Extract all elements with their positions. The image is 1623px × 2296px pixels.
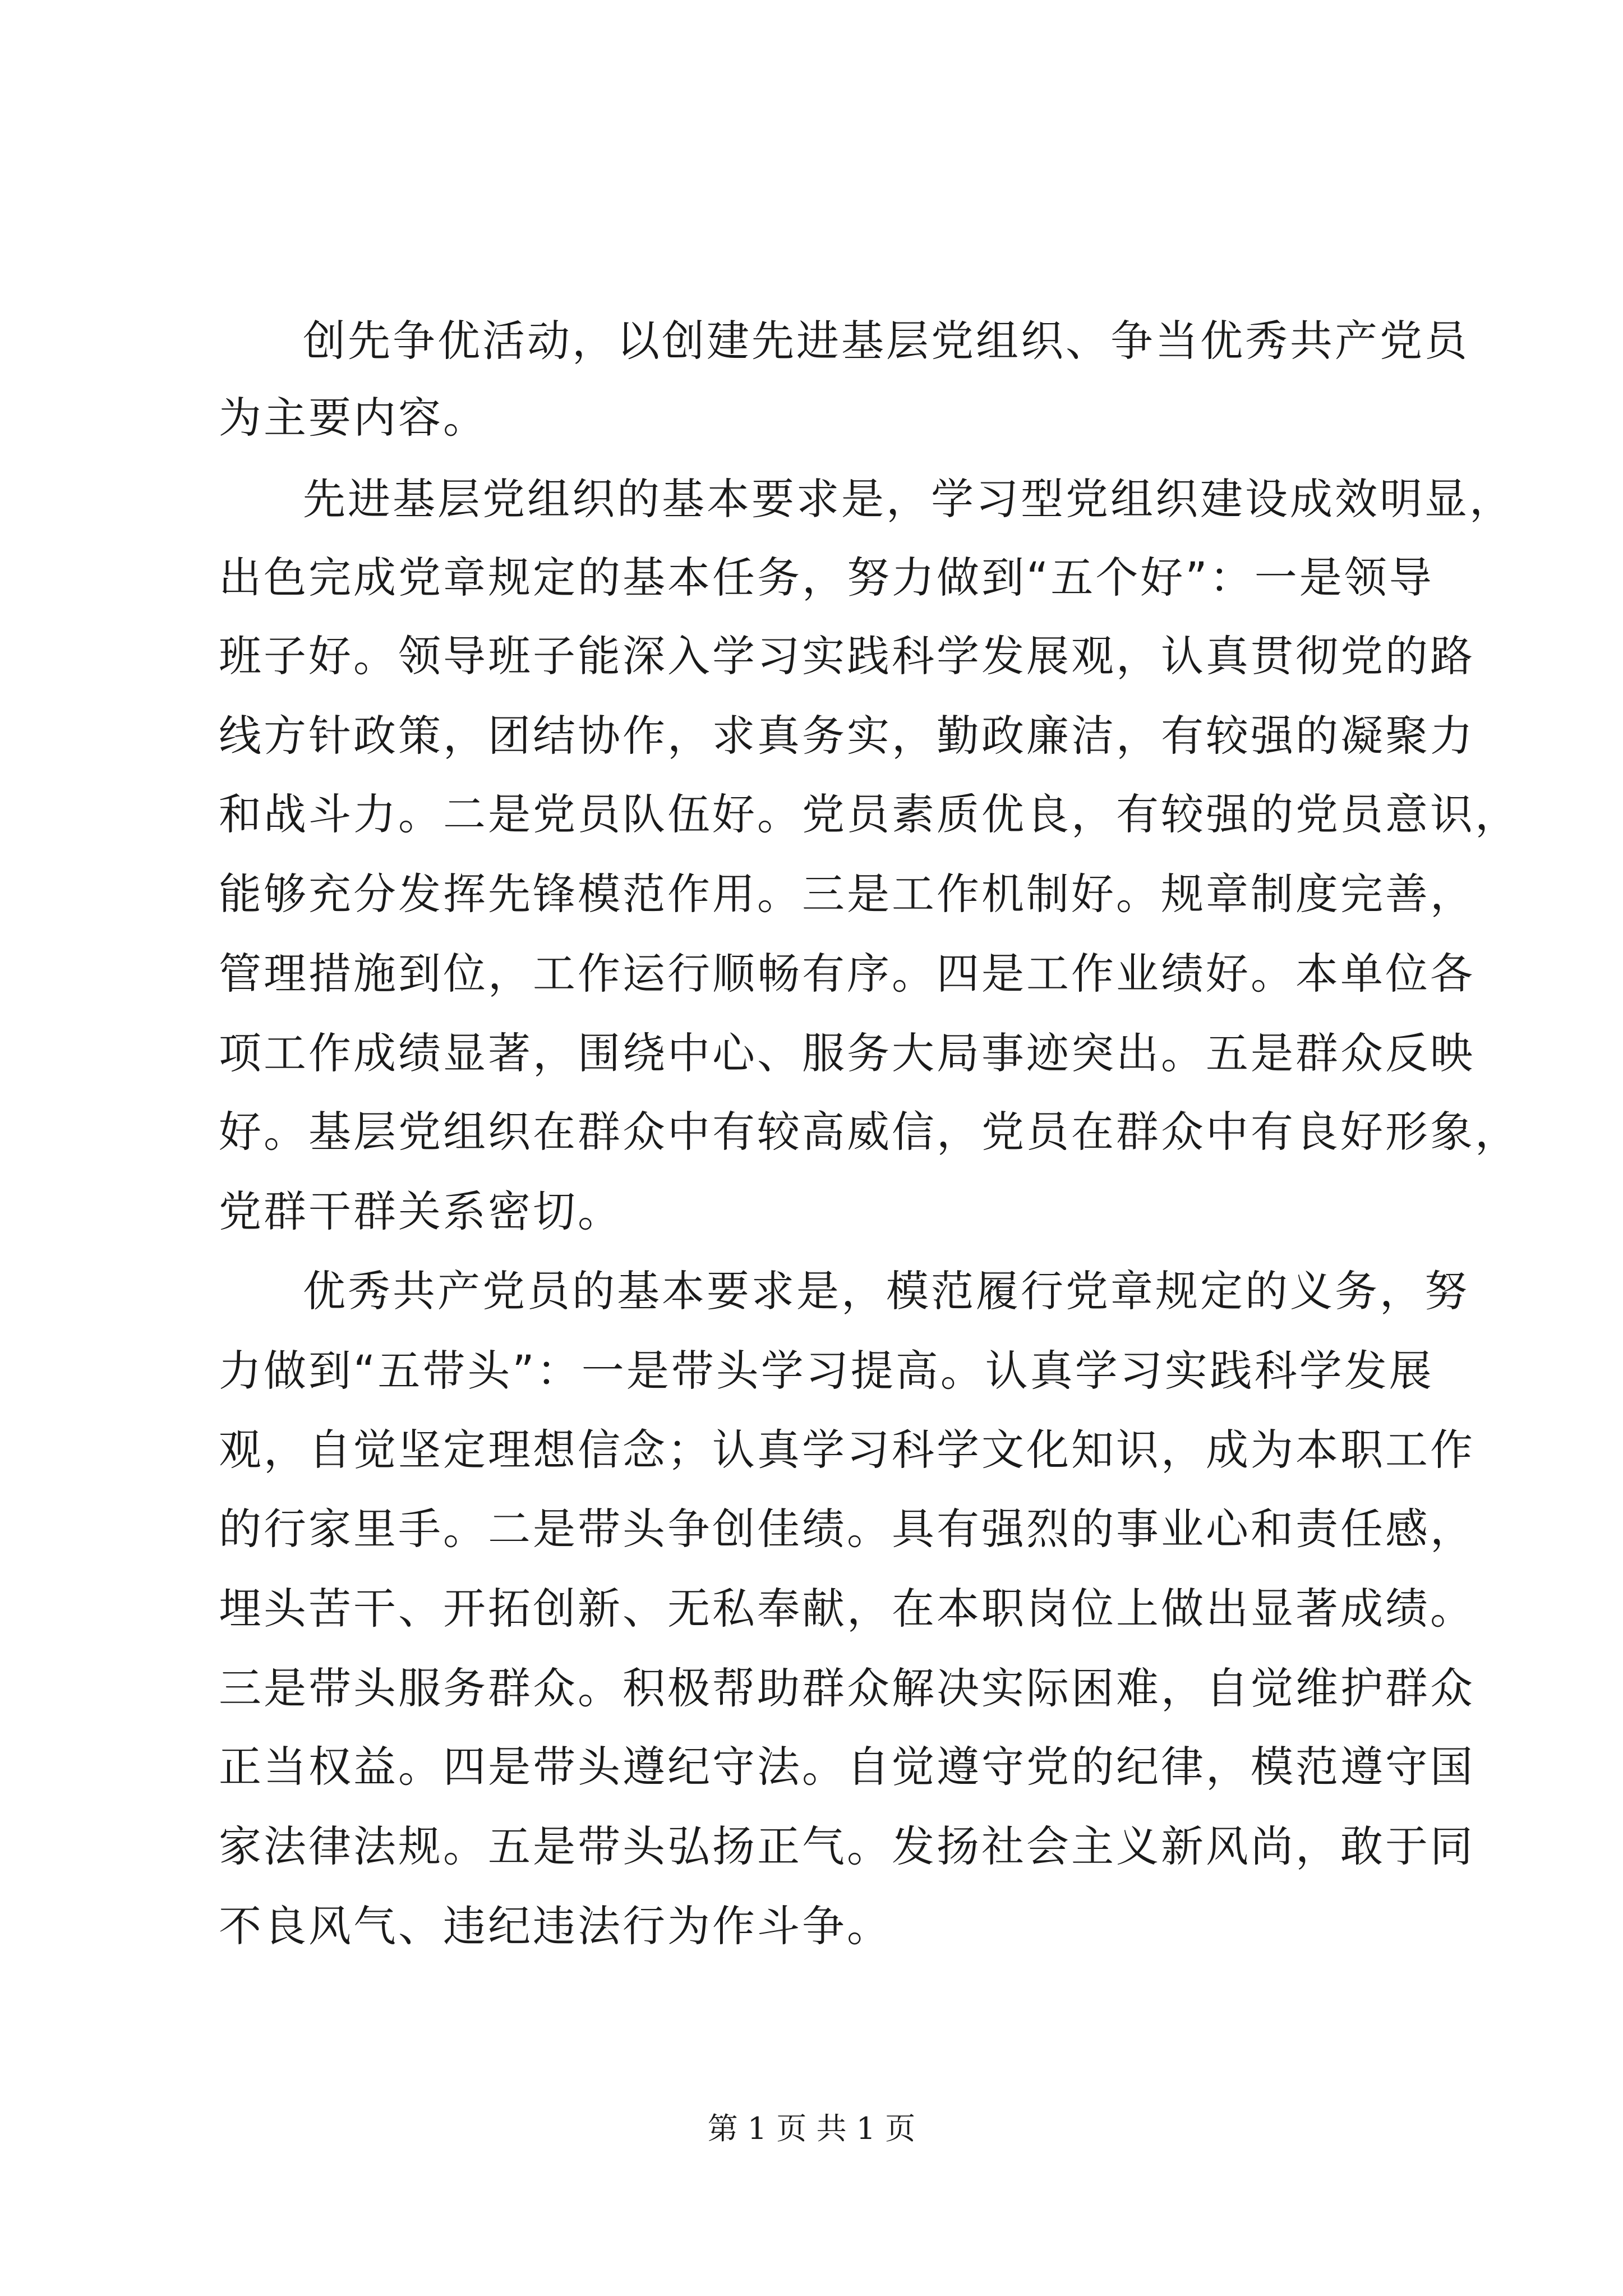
paragraph-3-line-1: 优秀共产党员的基本要求是，模范履行党章规定的义务，努 xyxy=(303,1266,1469,1316)
paragraph-2-line-2: 出色完成党章规定的基本任务，努力做到“五个好”：一是领导 xyxy=(219,553,1434,602)
paragraph-3-line-8: 家法律法规。五是带头弘扬正气。发扬社会主义新风尚，敢于同 xyxy=(219,1821,1475,1871)
paragraph-3-line-2: 力做到“五带头”：一是带头学习提高。认真学习实践科学发展 xyxy=(219,1346,1434,1396)
paragraph-3-line-6: 三是带头服务群众。积极帮助群众解决实际困难，自觉维护群众 xyxy=(219,1663,1475,1713)
paragraph-2-line-7: 管理措施到位，工作运行顺畅有序。四是工作业绩好。本单位各 xyxy=(219,949,1475,999)
paragraph-2-line-5: 和战斗力。二是党员队伍好。党员素质优良，有较强的党员意识， xyxy=(219,789,1520,839)
paragraph-2-line-6: 能够充分发挥先锋模范作用。三是工作机制好。规章制度完善， xyxy=(219,869,1475,919)
paragraph-2-line-4: 线方针政策，团结协作，求真务实，勤政廉洁，有较强的凝聚力 xyxy=(219,711,1475,761)
paragraph-3-line-3: 观，自觉坚定理想信念；认真学习科学文化知识，成为本职工作 xyxy=(219,1425,1475,1475)
paragraph-2-line-10: 党群干群关系密切。 xyxy=(219,1186,623,1236)
paragraph-3-line-7: 正当权益。四是带头遵纪守法。自觉遵守党的纪律，模范遵守国 xyxy=(219,1742,1475,1792)
paragraph-2-line-3: 班子好。领导班子能深入学习实践科学发展观，认真贯彻党的路 xyxy=(219,631,1475,681)
paragraph-1-line-2: 为主要内容。 xyxy=(219,393,488,443)
paragraph-3-line-4: 的行家里手。二是带头争创佳绩。具有强烈的事业心和责任感， xyxy=(219,1504,1475,1554)
paragraph-3-line-9: 不良风气、违纪违法行为作斗争。 xyxy=(219,1901,892,1951)
paragraph-1-line-1: 创先争优活动，以创建先进基层党组织、争当优秀共产党员 xyxy=(303,316,1469,366)
paragraph-2-line-8: 项工作成绩显著，围绕中心、服务大局事迹突出。五是群众反映 xyxy=(219,1028,1475,1078)
page-footer: 第 1 页 共 1 页 xyxy=(707,2111,916,2146)
paragraph-2-line-9: 好。基层党组织在群众中有较高威信，党员在群众中有良好形象， xyxy=(219,1107,1520,1157)
paragraph-3-line-5: 埋头苦干、开拓创新、无私奉献，在本职岗位上做出显著成绩。 xyxy=(219,1584,1475,1634)
paragraph-2-line-1: 先进基层党组织的基本要求是，学习型党组织建设成效明显， xyxy=(303,474,1514,524)
